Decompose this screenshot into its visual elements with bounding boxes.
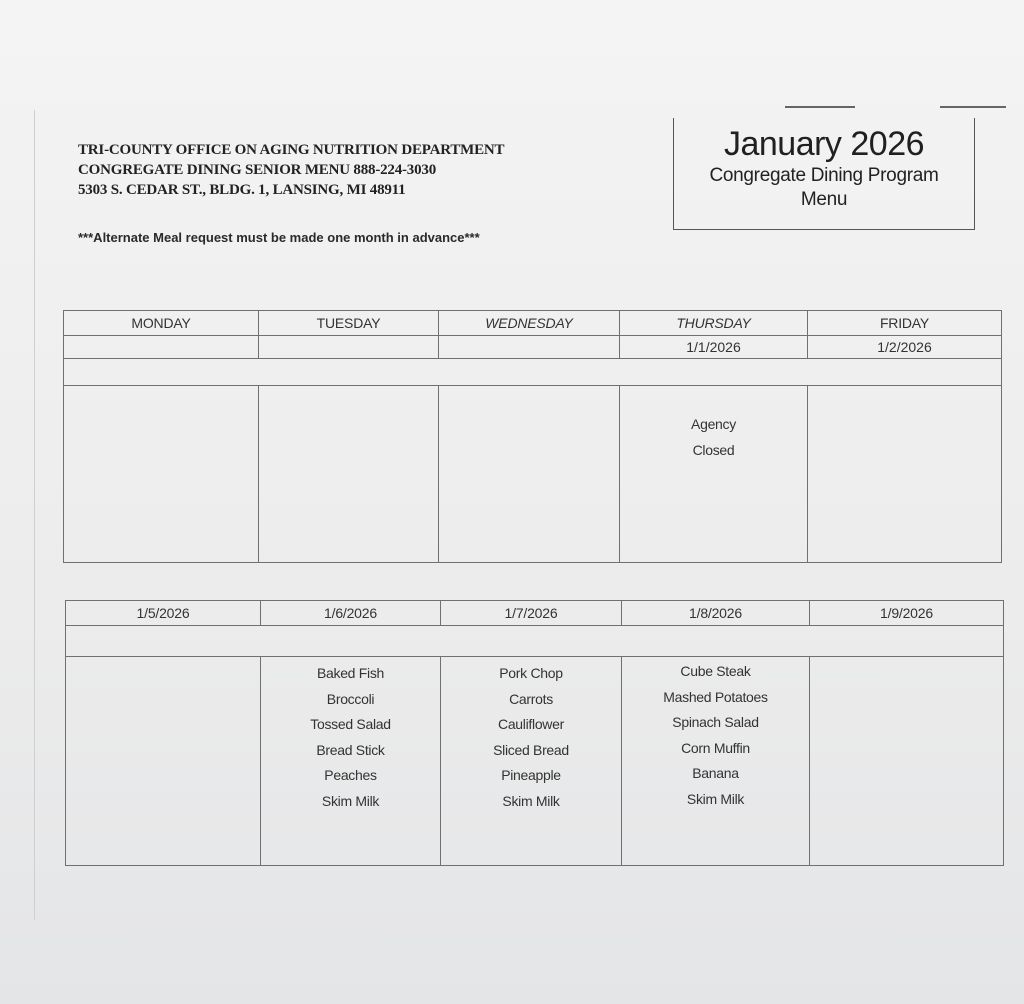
meal-item: Spinach Salad [672, 714, 759, 730]
meal-item: Pineapple [501, 767, 561, 783]
meal-item: Tossed Salad [310, 716, 391, 732]
date-cell [259, 336, 439, 359]
date-cell: 1/5/2026 [66, 601, 261, 626]
day-header-friday: FRIDAY [808, 311, 1002, 336]
meal-item: Baked Fish [316, 665, 385, 681]
meal-item: Skim Milk [502, 792, 560, 809]
meal-cell-tuesday [261, 657, 441, 866]
meal-cell-agency-closed [620, 386, 808, 563]
meal-item: Closed [692, 441, 735, 458]
org-address: 5303 S. CEDAR ST., BLDG. 1, LANSING, MI 48911 [78, 182, 406, 198]
meal-item: Skim Milk [321, 792, 380, 809]
date-cell [64, 336, 259, 359]
date-cell: 1/8/2026 [622, 601, 810, 626]
meal-cell-wednesday [441, 657, 622, 866]
paper-edge-line [34, 110, 35, 920]
title-box-top-rule-right [940, 106, 1006, 108]
alternate-meal-notice: ***Alternate Meal request must be made one month in advance*** [78, 230, 480, 245]
meal-cell [66, 657, 261, 866]
day-header-wednesday: WEDNESDAY [439, 311, 620, 336]
meal-cell [808, 386, 1002, 563]
date-cell: 1/7/2026 [441, 601, 622, 626]
date-cell: 1/2/2026 [808, 336, 1002, 359]
month-title: January 2026 [723, 125, 925, 163]
meal-item: Sliced Bread [493, 741, 569, 758]
meal-cell [439, 386, 620, 563]
week1-spacer-row [64, 359, 1002, 386]
program-subtitle: Menu [800, 189, 848, 210]
week2-date-row [66, 601, 1004, 626]
meal-item: Pork Chop [499, 665, 563, 681]
meal-item: Banana [692, 765, 739, 781]
meal-item: Bread Stick [316, 741, 385, 758]
program-title: Congregate Dining Program [709, 165, 939, 186]
date-cell: 1/6/2026 [261, 601, 441, 626]
week2-meal-row [66, 657, 1004, 866]
meal-item: Carrots [509, 690, 553, 707]
week1-date-row [64, 336, 1002, 359]
title-box [673, 118, 975, 230]
org-name: TRI-COUNTY OFFICE ON AGING NUTRITION DEPARTMENT [78, 142, 505, 158]
meal-cell-thursday [622, 657, 810, 866]
week2-spacer-row [66, 626, 1004, 657]
week1-table [63, 310, 1002, 563]
meal-item: Cauliflower [498, 716, 564, 732]
spacer-cell [66, 626, 1004, 657]
meal-item: Cube Steak [680, 663, 751, 679]
day-header-thursday: THURSDAY [620, 311, 808, 336]
meal-item: Skim Milk [686, 790, 745, 807]
meal-item: Corn Muffin [681, 739, 750, 756]
day-header-tuesday: TUESDAY [259, 311, 439, 336]
date-cell: 1/9/2026 [810, 601, 1004, 626]
week1-meal-row [64, 386, 1002, 563]
organization-header [78, 140, 504, 200]
day-header-row [64, 311, 1002, 336]
title-box-top-rule [785, 106, 855, 108]
date-cell [439, 336, 620, 359]
week2-table [65, 600, 1004, 866]
spacer-cell [64, 359, 1002, 386]
meal-item: Mashed Potatoes [663, 688, 768, 705]
meal-item: Broccoli [326, 690, 375, 707]
meal-cell [64, 386, 259, 563]
meal-cell [810, 657, 1004, 866]
date-cell: 1/1/2026 [620, 336, 808, 359]
meal-item: Agency [691, 416, 736, 432]
menu-name-phone: CONGREGATE DINING SENIOR MENU 888-224-3030 [78, 162, 437, 178]
meal-cell [259, 386, 439, 563]
meal-item: Peaches [324, 767, 377, 783]
day-header-monday: MONDAY [64, 311, 259, 336]
